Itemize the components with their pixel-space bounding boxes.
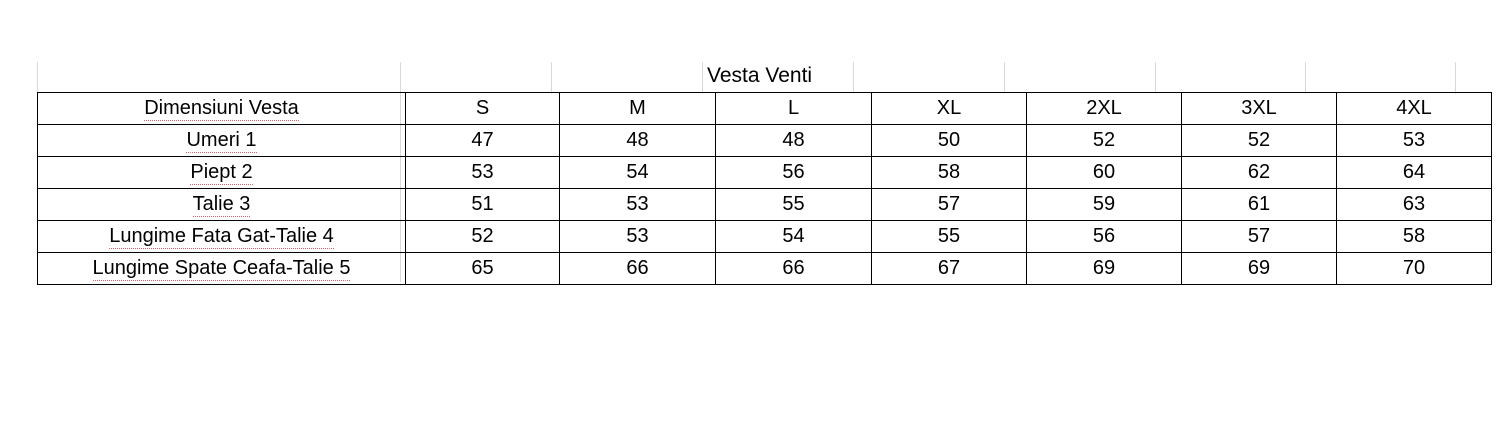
cell-value: 57 — [1182, 221, 1337, 253]
cell-value: 55 — [716, 189, 872, 221]
cell-value: 52 — [1027, 125, 1182, 157]
column-guide-3 — [551, 62, 552, 94]
cell-value: 52 — [1182, 125, 1337, 157]
column-guide-6 — [1004, 62, 1005, 94]
size-chart-table-wrapper — [37, 92, 1492, 285]
cell-value: 64 — [1337, 157, 1492, 189]
row-label-lungime-fata — [38, 221, 406, 253]
cell-value: 53 — [1337, 125, 1492, 157]
column-guide-8 — [1305, 62, 1306, 94]
table-header-row — [38, 93, 1492, 125]
row-label-umeri — [38, 125, 406, 157]
cell-value: 66 — [560, 253, 716, 285]
cell-value: 65 — [406, 253, 560, 285]
cell-value: 69 — [1182, 253, 1337, 285]
cell-value: 70 — [1337, 253, 1492, 285]
row-label-text: Piept 2 — [190, 161, 253, 183]
cell-value: 60 — [1027, 157, 1182, 189]
cell-value: 54 — [560, 157, 716, 189]
header-cell-4xl: 4XL — [1337, 93, 1492, 125]
header-cell-s: S — [406, 93, 560, 125]
column-guide-5 — [853, 62, 854, 94]
cell-value: 66 — [716, 253, 872, 285]
cell-value: 56 — [1027, 221, 1182, 253]
cell-value: 48 — [716, 125, 872, 157]
cell-value: 47 — [406, 125, 560, 157]
row-label-text: Talie 3 — [192, 193, 251, 215]
table-row — [38, 157, 1492, 189]
row-label-lungime-spate — [38, 253, 406, 285]
cell-value: 56 — [716, 157, 872, 189]
cell-value: 55 — [872, 221, 1027, 253]
header-cell-m: M — [560, 93, 716, 125]
table-row — [38, 221, 1492, 253]
cell-value: 57 — [872, 189, 1027, 221]
table-row — [38, 189, 1492, 221]
cell-value: 61 — [1182, 189, 1337, 221]
document-title: Vesta Venti — [707, 64, 813, 87]
cell-value: 54 — [716, 221, 872, 253]
cell-value: 52 — [406, 221, 560, 253]
row-label-text: Umeri 1 — [186, 129, 257, 151]
column-guide-4 — [702, 62, 703, 94]
header-cell-3xl: 3XL — [1182, 93, 1337, 125]
table-row — [38, 253, 1492, 285]
cell-value: 58 — [1337, 221, 1492, 253]
cell-value: 58 — [872, 157, 1027, 189]
header-cell-xl: XL — [872, 93, 1027, 125]
cell-value: 53 — [560, 221, 716, 253]
header-cell-l: L — [716, 93, 872, 125]
cell-value: 53 — [560, 189, 716, 221]
row-label-piept — [38, 157, 406, 189]
row-label-talie — [38, 189, 406, 221]
table-row — [38, 125, 1492, 157]
cell-value: 51 — [406, 189, 560, 221]
size-chart-table — [37, 92, 1492, 285]
cell-value: 69 — [1027, 253, 1182, 285]
column-guide-7 — [1155, 62, 1156, 94]
row-label-text: Lungime Spate Ceafa-Talie 5 — [92, 257, 351, 279]
cell-value: 50 — [872, 125, 1027, 157]
cell-value: 67 — [872, 253, 1027, 285]
cell-value: 59 — [1027, 189, 1182, 221]
header-cell-dimensions — [38, 93, 406, 125]
cell-value: 53 — [406, 157, 560, 189]
header-label-dimensions: Dimensiuni Vesta — [144, 97, 299, 119]
cell-value: 63 — [1337, 189, 1492, 221]
header-cell-2xl: 2XL — [1027, 93, 1182, 125]
cell-value: 48 — [560, 125, 716, 157]
row-label-text: Lungime Fata Gat-Talie 4 — [109, 225, 334, 247]
column-guide-9 — [1455, 62, 1456, 94]
cell-value: 62 — [1182, 157, 1337, 189]
column-guide-1 — [37, 62, 38, 94]
